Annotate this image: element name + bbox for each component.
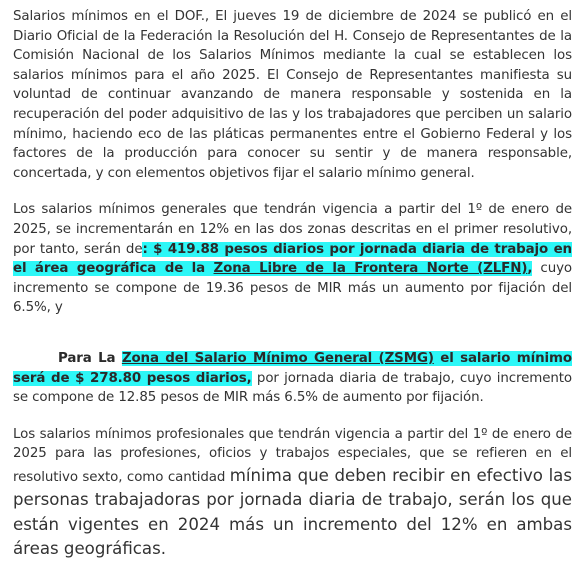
announcement-text: Salarios mínimos en el DOF., El jueves 19 de diciembre de 2024 se publicó en el Diario Oficial de la Federación la Resolución del H. Consejo de Representantes de la Comisión Nacional de los Salarios Mínimos mediante la cual se establecen los salarios mínimos para el año 2025. El Consejo de Representantes manifiesta su voluntad de continuar avanzando de manera responsable y sostenida en la recuperación del poder adquisitivo de las y los trabajadores que perciben un salario mínimo, haciendo eco de las pláticas permanentes entre el Gobierno Federal y los factores de la producción para conocer su sentir y de manera responsable, concertada, y con elementos objetivos fijar el salario mínimo general. <box>13 9 572 181</box>
paragraph-professional-wages <box>13 425 572 562</box>
zsmg-zone-name: Zona del Salario Mínimo General (ZSMG) <box>121 350 434 366</box>
zlfn-zone-name: Zona Libre de la Frontera Norte (ZLFN) <box>213 261 528 277</box>
zsmg-wage-end: , <box>246 370 252 386</box>
zsmg-lead: Para La <box>58 350 122 366</box>
zlfn-wage-text: : $ 419.88 pesos diarios por jornada diaria de trabajo en el área geográfica de la <box>13 241 572 277</box>
general-wages-intro: Los salarios mínimos generales que tendrán vigencia a partir del 1º de enero de 2025, se incrementarán en 12% en las dos zonas descritas en el primer resolutivo, por tanto, serán de <box>13 202 572 257</box>
professional-wages-statement: mínima que deben recibir en efectivo las personas trabajadoras por jornada diaria de trabajo, serán los que están vigentes en 2024 más un incremento del 12% en ambas áreas geográficas. <box>13 465 572 559</box>
paragraph-general-minimum-wages <box>13 200 572 318</box>
zsmg-wage-detail: por jornada diaria de trabajo, cuyo incremento se compone de 12.85 pesos de MIR más 6.5% de aumento por fijación. <box>13 370 572 406</box>
zlfn-wage-detail: cuyo incremento se compone de 19.36 pesos de MIR más un aumento por fijación del 6.5%, y <box>13 261 573 316</box>
zlfn-wage-end: , <box>527 261 533 277</box>
zsmg-wage-text: el salario mínimo será de $ 278.80 pesos diarios <box>13 350 572 386</box>
professional-wages-intro: Los salarios mínimos profesionales que tendrán vigencia a partir del 1º de enero de 2025 para las profesiones, oficios y trabajos especiales, que se refieren en el resolutivo sexto, como cantidad <box>13 426 572 485</box>
paragraph-dof-announcement <box>13 7 572 183</box>
paragraph-zsmg-wage <box>13 349 572 408</box>
